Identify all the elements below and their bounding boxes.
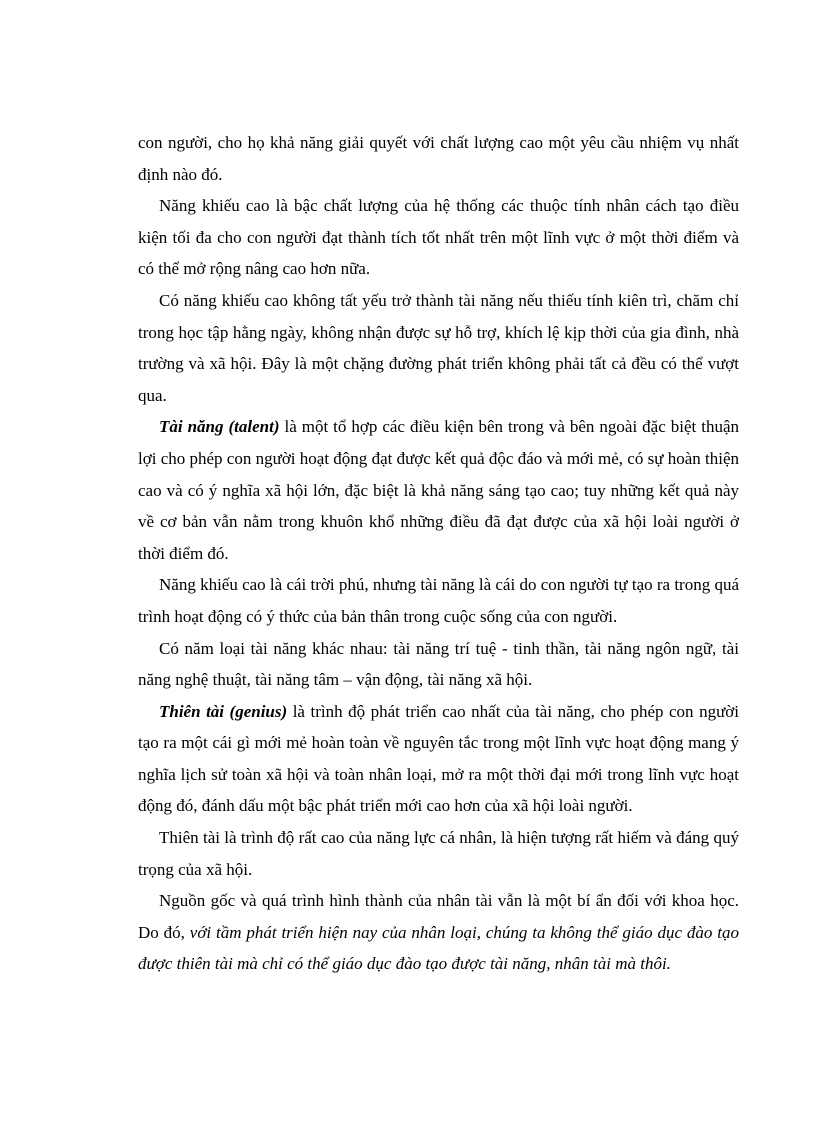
document-page bbox=[138, 127, 739, 980]
paragraph-9 bbox=[138, 885, 739, 980]
paragraph-3: Có năng khiếu cao không tất yếu trở thành tài năng nếu thiếu tính kiên trì, chăm chỉ trong học tập hằng ngày, không nhận được sự hỗ trợ, khích lệ kịp thời của gia đình, nhà trường và xã hội. Đây là một chặng đường phát triển không phải tất cả đều có thể vượt qua. bbox=[138, 290, 739, 405]
paragraph-4 bbox=[138, 411, 739, 569]
paragraph-8: Thiên tài là trình độ rất cao của năng lực cá nhân, là hiện tượng rất hiếm và đáng quý trọng của xã hội. bbox=[138, 828, 739, 879]
paragraph-7 bbox=[138, 696, 739, 822]
paragraph-7-text: là trình độ phát triển cao nhất của tài năng, cho phép con người tạo ra một cái gì mới mẻ hoàn toàn về nguyên tắc trong một lĩnh vực hoạt động mang ý nghĩa lịch sử toàn xã hội và toàn nhân loại, mở ra một thời đại mới trong lĩnh vực hoạt động đó, đánh dấu một bậc phát triển mới cao hơn của xã hội loài người. bbox=[138, 701, 740, 816]
term-genius: Thiên tài (genius) bbox=[159, 701, 288, 721]
paragraph-5: Năng khiếu cao là cái trời phú, nhưng tài năng là cái do con người tự tạo ra trong quá trình hoạt động có ý thức của bản thân trong cuộc sống của con người. bbox=[138, 575, 740, 626]
paragraph-6: Có năm loại tài năng khác nhau: tài năng trí tuệ - tinh thần, tài năng ngôn ngữ, tài năng nghệ thuật, tài năng tâm – vận động, tài năng xã hội. bbox=[138, 638, 739, 690]
paragraph-2: Năng khiếu cao là bậc chất lượng của hệ thống các thuộc tính nhân cách tạo điều kiện tối đa cho con người đạt thành tích tốt nhất trên một lĩnh vực ở một thời điểm và có thể mở rộng nâng cao hơn nữa. bbox=[138, 196, 739, 279]
term-talent: Tài năng (talent) bbox=[159, 417, 280, 437]
paragraph-4-text: là một tổ hợp các điều kiện bên trong và bên ngoài đặc biệt thuận lợi cho phép con người hoạt động đạt được kết quả độc đáo và mới mẻ, có sự hoàn thiện cao và có ý nghĩa xã hội lớn, đặc biệt là khả năng sáng tạo cao; tuy những kết quả này về cơ bản vẫn nằm trong khuôn khổ những điều đã đạt được của xã hội loài người ở thời điểm đó. bbox=[138, 417, 739, 563]
paragraph-1: con người, cho họ khả năng giải quyết với chất lượng cao một yêu cầu nhiệm vụ nhất định nào đó. bbox=[138, 133, 739, 184]
paragraph-9-text: Nguồn gốc và quá trình hình thành của nhân tài vẫn là một bí ẩn đối với khoa học. Do đó, bbox=[138, 891, 739, 942]
paragraph-9-emphasis: với tầm phát triển hiện nay của nhân loại, chúng ta không thể giáo dục đào tạo được thiên tài mà chỉ có thể giáo dục đào tạo được tài năng, nhân tài mà thôi. bbox=[138, 922, 739, 974]
